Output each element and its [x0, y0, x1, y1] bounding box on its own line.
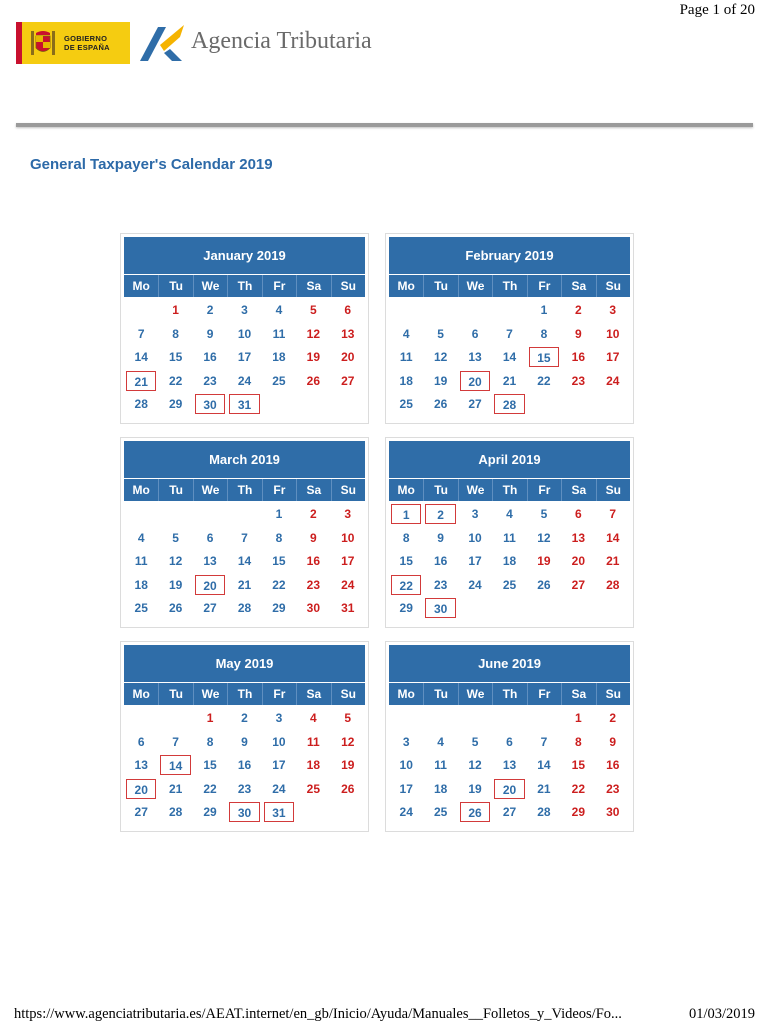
- day-cell: 9: [310, 530, 317, 545]
- day-cell: 7: [137, 326, 145, 341]
- header-logos: [16, 22, 436, 64]
- day-cell: 22: [203, 781, 217, 796]
- day-cell: 6: [206, 530, 214, 545]
- day-cell: 13: [571, 530, 586, 545]
- day-cell: 9: [575, 326, 582, 341]
- day-cell: 2: [241, 711, 248, 725]
- day-cell: 6: [575, 507, 582, 521]
- day-cell: 1: [575, 711, 582, 725]
- day-cell: 20: [571, 554, 586, 568]
- weekday-label: Fr: [527, 683, 561, 705]
- day-cell: 6: [471, 326, 479, 341]
- day-cell: 27: [203, 601, 217, 615]
- day-cell: 16: [203, 350, 217, 364]
- weekday-label: Su: [331, 275, 365, 297]
- day-cell: 4: [275, 303, 283, 317]
- day-cell: 18: [502, 554, 517, 568]
- day-cell-deadline: 21: [126, 371, 156, 391]
- weekday-label: Sa: [561, 479, 595, 501]
- day-cell: 25: [134, 601, 148, 615]
- weekday-label: Tu: [423, 683, 457, 705]
- day-cell: 1: [172, 303, 179, 317]
- day-cell: 11: [134, 554, 148, 568]
- day-cell: 18: [306, 758, 321, 772]
- day-cell: 16: [433, 554, 448, 568]
- day-cell: 6: [506, 734, 513, 749]
- day-cell: 28: [237, 601, 252, 615]
- day-cell: 26: [537, 577, 551, 592]
- day-cell: 21: [606, 554, 620, 568]
- day-cell: 28: [134, 397, 148, 411]
- day-cell: 14: [537, 758, 551, 772]
- weekday-label: Mo: [132, 279, 150, 293]
- day-cell-deadline: 20: [195, 575, 225, 595]
- day-cell: 25: [306, 781, 321, 796]
- day-cell-deadline: 14: [160, 755, 190, 775]
- weekday-label: Th: [492, 683, 526, 705]
- day-cell: 9: [206, 326, 214, 341]
- weekday-header: [389, 683, 630, 705]
- day-cell: 9: [437, 530, 444, 545]
- weekday-label: Su: [331, 479, 365, 501]
- gov-line1: GOBIERNO: [64, 34, 108, 43]
- day-cell: 11: [272, 326, 286, 341]
- agency-name: Agencia Tributaria: [191, 28, 372, 54]
- day-cell-deadline: 26: [460, 802, 490, 822]
- weekday-header: [124, 275, 365, 297]
- header-divider: [16, 123, 753, 127]
- weekday-label: We: [458, 275, 492, 297]
- day-cell: 8: [402, 530, 410, 545]
- day-cell-deadline: 22: [391, 575, 421, 595]
- day-cell: 17: [468, 554, 482, 568]
- day-cell: 21: [168, 781, 183, 796]
- day-cell: 25: [433, 805, 448, 819]
- day-cell: 28: [537, 805, 551, 819]
- day-cell: 10: [468, 530, 482, 545]
- weekday-label: Fr: [262, 683, 296, 705]
- day-cell: 27: [502, 805, 517, 819]
- day-cell: 29: [272, 601, 286, 615]
- day-cell-deadline: 28: [494, 394, 524, 414]
- month-calendar: [120, 437, 369, 628]
- day-cell: 23: [203, 373, 217, 388]
- month-title: January 2019: [124, 237, 365, 274]
- agencia-logo-icon: [138, 23, 186, 63]
- day-cell: 26: [341, 781, 355, 796]
- day-cell: 25: [272, 373, 286, 388]
- day-cell: 21: [237, 577, 252, 592]
- day-cell: 21: [537, 781, 551, 796]
- month-calendar: [120, 233, 369, 424]
- day-cell: 1: [540, 303, 548, 317]
- day-cell: 12: [306, 326, 321, 341]
- day-cell: 3: [402, 734, 410, 749]
- day-cell: 3: [471, 507, 479, 521]
- weekday-header: [124, 479, 365, 501]
- day-cell: 31: [341, 601, 355, 615]
- day-cell: 17: [272, 758, 286, 772]
- day-cell: 22: [571, 781, 586, 796]
- day-cell: 5: [437, 326, 444, 341]
- weekday-label: We: [193, 683, 227, 705]
- weekday-label: Th: [492, 479, 526, 501]
- day-cell-deadline: 2: [425, 504, 455, 524]
- day-cell: 16: [306, 554, 321, 568]
- day-cell: 22: [168, 373, 183, 388]
- weekday-label: Fr: [527, 275, 561, 297]
- day-cell: 16: [571, 350, 586, 364]
- day-cell: 4: [506, 507, 513, 521]
- day-cell: 29: [571, 805, 586, 819]
- day-cell: 7: [241, 530, 248, 545]
- day-cell-deadline: 20: [460, 371, 490, 391]
- day-cell: 3: [609, 303, 617, 317]
- day-cell: 3: [275, 711, 283, 725]
- day-cell: 12: [433, 350, 448, 364]
- day-cell: 11: [434, 758, 447, 772]
- day-cell: 14: [606, 530, 620, 545]
- month-calendar: [120, 641, 369, 832]
- day-cell: 8: [206, 734, 214, 749]
- day-cell: 12: [168, 554, 183, 568]
- day-cell: 29: [168, 397, 183, 411]
- day-cell: 9: [241, 734, 248, 749]
- day-cell: 19: [168, 577, 183, 592]
- month-title: March 2019: [124, 441, 365, 478]
- day-cell: 10: [606, 326, 620, 341]
- day-cell: 26: [168, 601, 183, 615]
- weekday-label: We: [458, 683, 492, 705]
- weekday-label: We: [193, 275, 227, 297]
- day-cell-deadline: 20: [126, 779, 156, 799]
- month-title: February 2019: [389, 237, 630, 274]
- day-cell: 24: [341, 577, 355, 592]
- day-cell-deadline: 20: [494, 779, 524, 799]
- day-cell: 1: [206, 711, 214, 725]
- weekday-label: Su: [331, 683, 365, 705]
- month-calendar: [385, 437, 634, 628]
- day-cell: 15: [203, 758, 217, 772]
- day-cell: 10: [272, 734, 286, 749]
- day-cell-deadline: 31: [229, 394, 259, 414]
- day-cell: 18: [134, 577, 148, 592]
- footer-url: https://www.agenciatributaria.es/AEAT.internet/en_gb/Inicio/Ayuda/Manuales__Folletos_y_Videos/Fo...: [14, 1006, 622, 1022]
- month-title: April 2019: [389, 441, 630, 478]
- day-cell: 10: [399, 758, 413, 772]
- day-cell: 11: [307, 734, 320, 749]
- day-cell: 27: [341, 373, 355, 388]
- day-cell: 23: [237, 781, 252, 796]
- weekday-label: We: [193, 479, 227, 501]
- day-cell: 19: [433, 373, 448, 388]
- weekday-label: Su: [596, 479, 630, 501]
- weekday-label: Mo: [397, 279, 415, 293]
- day-cell: 4: [402, 326, 410, 341]
- day-cell: 19: [537, 554, 551, 568]
- day-cell: 18: [272, 350, 286, 364]
- day-cell: 25: [502, 577, 517, 592]
- day-cell: 20: [341, 350, 355, 364]
- day-cell: 10: [237, 326, 252, 341]
- day-cell: 12: [341, 734, 355, 749]
- day-cell: 29: [399, 601, 413, 615]
- day-cell: 22: [272, 577, 286, 592]
- day-cell: 4: [437, 734, 444, 749]
- day-cell: 14: [502, 350, 517, 364]
- day-cell: 30: [606, 805, 620, 819]
- day-cell: 14: [134, 350, 148, 364]
- weekday-label: Sa: [561, 275, 595, 297]
- day-cell: 23: [606, 781, 620, 796]
- day-cell: 3: [241, 303, 248, 317]
- day-cell: 26: [433, 397, 448, 411]
- weekday-label: Th: [227, 683, 261, 705]
- day-cell: 7: [609, 507, 617, 521]
- day-cell: 13: [203, 554, 217, 568]
- day-cell: 18: [399, 373, 413, 388]
- weekday-label: Mo: [132, 483, 150, 497]
- month-title: May 2019: [124, 645, 365, 682]
- weekday-label: Tu: [158, 683, 192, 705]
- day-cell: 9: [609, 734, 617, 749]
- day-cell: 28: [606, 577, 620, 592]
- month-calendar: [385, 233, 634, 424]
- weekday-label: Sa: [561, 683, 595, 705]
- day-cell: 14: [237, 554, 252, 568]
- weekday-label: Th: [227, 275, 261, 297]
- coat-of-arms-icon: [28, 28, 58, 58]
- day-cell: 24: [272, 781, 286, 796]
- day-cell: 8: [275, 530, 283, 545]
- day-cell: 5: [310, 303, 317, 317]
- day-cell: 17: [606, 350, 620, 364]
- weekday-label: We: [458, 479, 492, 501]
- day-cell: 22: [537, 373, 551, 388]
- day-cell: 2: [206, 303, 214, 317]
- month-title: June 2019: [389, 645, 630, 682]
- day-cell: 17: [399, 781, 413, 796]
- weekday-label: Su: [596, 683, 630, 705]
- footer-date: 01/03/2019: [688, 1006, 755, 1022]
- day-cell: 12: [537, 530, 551, 545]
- day-cell: 30: [306, 601, 321, 615]
- day-cell: 27: [468, 397, 482, 411]
- day-cell: 4: [137, 530, 145, 545]
- day-cell: 23: [433, 577, 448, 592]
- day-cell: 25: [399, 397, 413, 411]
- day-cell: 2: [575, 303, 582, 317]
- weekday-label: Mo: [397, 687, 415, 701]
- day-cell: 6: [344, 303, 352, 317]
- day-cell: 15: [571, 758, 586, 772]
- day-cell: 7: [540, 734, 548, 749]
- day-cell: 13: [341, 326, 355, 341]
- day-cell: 11: [399, 350, 413, 364]
- day-cell: 8: [172, 326, 179, 341]
- weekday-label: Mo: [132, 687, 150, 701]
- day-cell: 24: [237, 373, 252, 388]
- weekday-label: Th: [227, 479, 261, 501]
- weekday-label: Tu: [158, 275, 192, 297]
- day-cell: 18: [433, 781, 448, 796]
- day-cell: 3: [344, 507, 352, 521]
- day-cell: 6: [137, 734, 145, 749]
- month-calendar: [385, 641, 634, 832]
- day-cell: 27: [571, 577, 586, 592]
- day-cell: 16: [237, 758, 252, 772]
- day-cell: 21: [502, 373, 517, 388]
- day-cell: 5: [172, 530, 179, 545]
- day-cell: 24: [468, 577, 482, 592]
- weekday-label: Sa: [296, 275, 330, 297]
- weekday-label: Tu: [158, 479, 192, 501]
- day-cell: 15: [399, 554, 413, 568]
- day-cell: 24: [606, 373, 620, 388]
- day-cell: 5: [471, 734, 479, 749]
- weekday-header: [389, 479, 630, 501]
- gobierno-logo: [16, 22, 130, 64]
- day-cell: 29: [203, 805, 217, 819]
- day-cell: 23: [306, 577, 321, 592]
- weekday-label: Tu: [423, 275, 457, 297]
- day-cell: 8: [540, 326, 548, 341]
- day-cell: 17: [237, 350, 252, 364]
- day-cell-deadline: 30: [195, 394, 225, 414]
- day-cell: 13: [134, 758, 148, 772]
- day-cell: 19: [468, 781, 482, 796]
- day-cell-deadline: 30: [229, 802, 259, 822]
- day-cell: 12: [468, 758, 482, 772]
- weekday-label: Tu: [423, 479, 457, 501]
- day-cell: 7: [172, 734, 179, 749]
- gov-line2: DE ESPAÑA: [64, 43, 110, 52]
- day-cell-deadline: 30: [425, 598, 455, 618]
- day-cell: 4: [310, 711, 317, 725]
- day-cell: 15: [272, 554, 286, 568]
- day-cell: 2: [310, 507, 317, 521]
- page-title: General Taxpayer's Calendar 2019: [30, 156, 273, 173]
- day-cell: 10: [341, 530, 355, 545]
- page-number: Page 1 of 20: [679, 2, 755, 18]
- day-cell: 19: [306, 350, 321, 364]
- day-cell: 5: [344, 711, 352, 725]
- day-cell: 28: [168, 805, 183, 819]
- day-cell: 13: [468, 350, 482, 364]
- day-cell: 16: [606, 758, 620, 772]
- day-cell: 26: [306, 373, 321, 388]
- day-cell: 5: [540, 507, 548, 521]
- weekday-header: [124, 683, 365, 705]
- weekday-header: [389, 275, 630, 297]
- day-cell: 13: [502, 758, 517, 772]
- day-cell: 19: [341, 758, 355, 772]
- weekday-label: Sa: [296, 479, 330, 501]
- day-cell: 27: [134, 805, 148, 819]
- day-cell: 24: [399, 805, 413, 819]
- day-cell: 8: [575, 734, 582, 749]
- day-cell: 17: [341, 554, 355, 568]
- weekday-label: Su: [596, 275, 630, 297]
- weekday-label: Fr: [262, 479, 296, 501]
- weekday-label: Sa: [296, 683, 330, 705]
- weekday-label: Fr: [262, 275, 296, 297]
- day-cell-deadline: 15: [529, 347, 559, 367]
- day-cell: 1: [275, 507, 283, 521]
- weekday-label: Fr: [527, 479, 561, 501]
- weekday-label: Mo: [397, 483, 415, 497]
- day-cell: 2: [609, 711, 617, 725]
- day-cell-deadline: 31: [264, 802, 294, 822]
- day-cell: 11: [503, 530, 516, 545]
- day-cell: 7: [506, 326, 513, 341]
- day-cell: 15: [168, 350, 183, 364]
- day-cell: 23: [571, 373, 586, 388]
- weekday-label: Th: [492, 275, 526, 297]
- day-cell-deadline: 1: [391, 504, 421, 524]
